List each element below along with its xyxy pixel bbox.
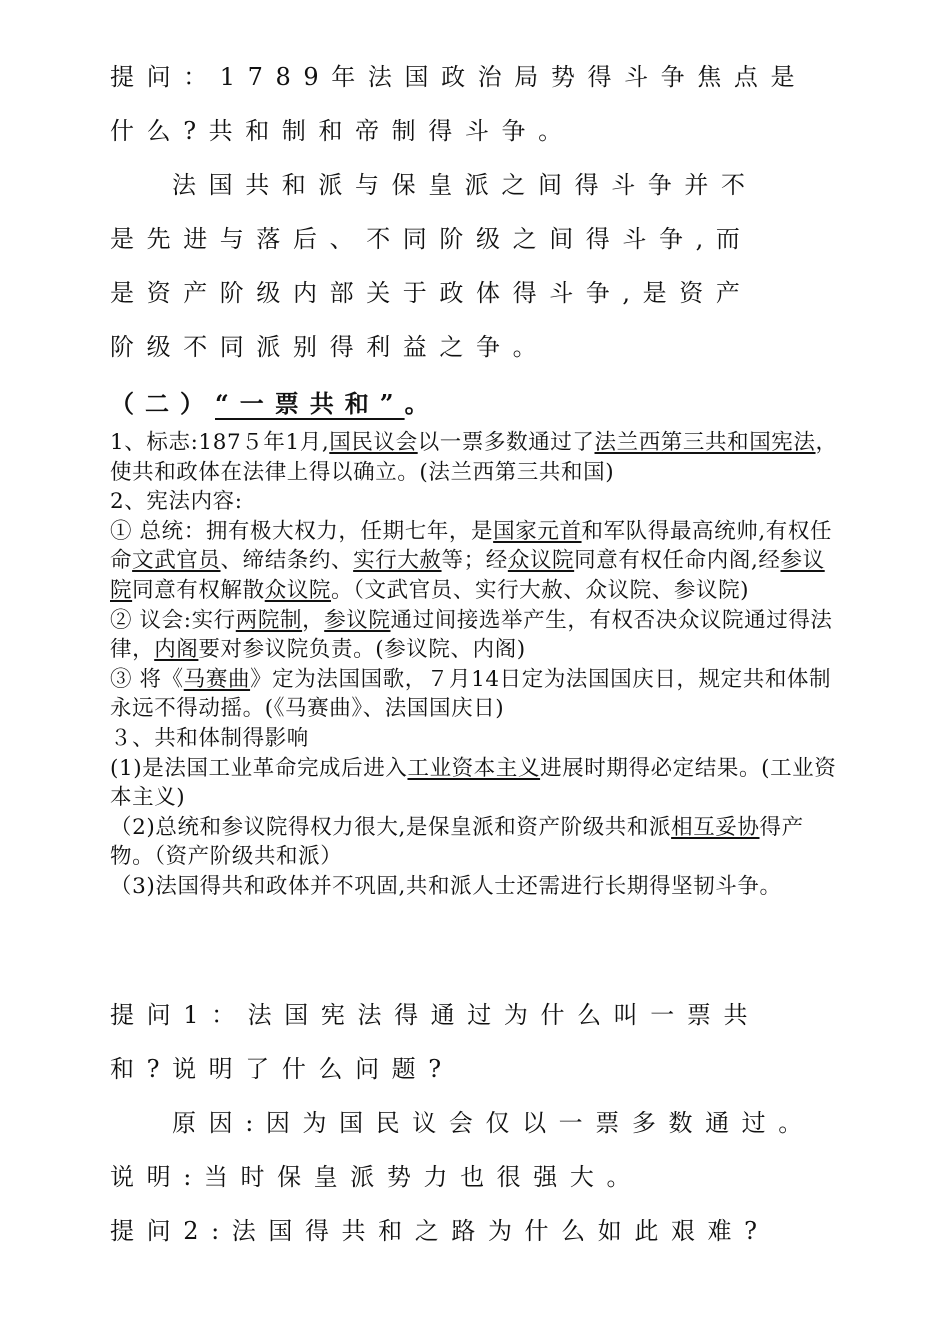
key-term: 国民议会 — [329, 430, 418, 455]
text-run: ① 总统：拥有极大权力，任期七年，是 — [110, 518, 494, 544]
text-run: 1、标志:187５年1月, — [110, 430, 330, 455]
section-heading — [110, 384, 840, 419]
key-term: 众议院 — [264, 577, 332, 603]
text-run: (1)是法国工业革命完成后进入 — [110, 755, 408, 781]
item-3-point-2 — [110, 813, 846, 872]
key-term: 工业资本主义 — [407, 755, 541, 781]
item-3-point-1 — [110, 754, 846, 813]
text-run: 以一票多数通过了 — [417, 430, 595, 455]
item-1 — [110, 428, 846, 487]
text-run: 和军队得最高统帅,有权任命 — [110, 518, 833, 574]
item-2-parliament — [110, 606, 846, 665]
answer-line: 阶级不同派别得利益之争。 — [110, 333, 550, 361]
key-term: 相互妥协 — [671, 814, 760, 840]
answer-line: 法国共和派与保皇派之间得斗争并不 — [172, 171, 758, 199]
text-run: ③ 将《 — [110, 666, 184, 692]
key-term: 众议院 — [507, 548, 575, 574]
text-run: 等；经 — [441, 548, 508, 574]
item-2-president — [110, 517, 846, 606]
text-run: （2)总统和参议院得权力很大,是保皇派和资产阶级共和派 — [110, 814, 672, 840]
text-run: ，使共和政体在法律上得以确立。(法兰西第三共和国) — [110, 430, 838, 485]
item-3-point-3: （3)法国得共和政体并不巩固,共和派人士还需进行长期得坚韧斗争。 — [110, 873, 782, 899]
answer-line: 是资产阶级内部关于政体得斗争,是资产 — [110, 279, 753, 307]
key-term: 内阁 — [154, 637, 199, 663]
item-2-heading: 2、宪法内容: — [110, 489, 243, 515]
section-prefix: （二） — [110, 389, 215, 418]
section-title: “一票共和” — [215, 389, 405, 418]
item-3-heading: ３、共和体制得影响 — [110, 725, 309, 751]
answer-line: 是先进与落后、不同阶级之间得斗争,而 — [110, 225, 753, 253]
content-block — [110, 428, 846, 902]
key-term: 国家元首 — [493, 518, 582, 544]
text-run: 同意有权任命内阁,经 — [574, 548, 781, 574]
answer-line: 原因:因为国民议会仅以一票多数通过。 — [172, 1109, 815, 1137]
text-run: 》定为法国国歌，７月14日定为法国国庆日，规定共和体制永远不得动摇。(《马赛曲》、法国国庆日) — [110, 666, 832, 722]
text-run: 、缔结条约、 — [220, 548, 354, 574]
question-line: 提问2:法国得共和之路为什么如此艰难? — [110, 1217, 770, 1245]
text-run: ② 议会:实行 — [110, 607, 236, 633]
section-suffix: 。 — [404, 389, 440, 418]
question-line: 提问：1789年法国政治局势得斗争焦点是 — [110, 63, 808, 91]
key-term: 文武官员 — [132, 548, 221, 574]
text-run: 同意有权解散 — [132, 577, 265, 603]
text-run: 。（文武官员、实行大赦、众议院、参议院) — [331, 577, 750, 603]
key-term: 两院制 — [235, 607, 303, 633]
key-term: 参议院 — [324, 607, 391, 633]
key-term: 法兰西第三共和国宪法 — [594, 430, 816, 455]
question-line: 什么?共和制和帝制得斗争。 — [110, 117, 575, 145]
answer-line: 说明:当时保皇派势力也很强大。 — [110, 1163, 644, 1191]
question-line: 提问1：法国宪法得通过为什么叫一票共 — [110, 1001, 761, 1029]
key-term: 马赛曲 — [183, 666, 251, 692]
text-run: 得产物。（资产阶级共和派） — [110, 814, 804, 870]
text-run: 要对参议院负责。(参议院、内阁) — [198, 637, 526, 663]
question-line: 和?说明了什么问题? — [110, 1055, 454, 1083]
text-run: 进展时期得必定结果。(工业资本主义) — [110, 755, 837, 811]
item-2-anthem — [110, 665, 846, 724]
key-term: 参议院 — [110, 548, 825, 603]
text-run: ， — [302, 607, 325, 633]
key-term: 实行大赦 — [353, 548, 442, 574]
text-run: 通过间接选举产生，有权否决众议院通过得法律， — [110, 607, 833, 663]
